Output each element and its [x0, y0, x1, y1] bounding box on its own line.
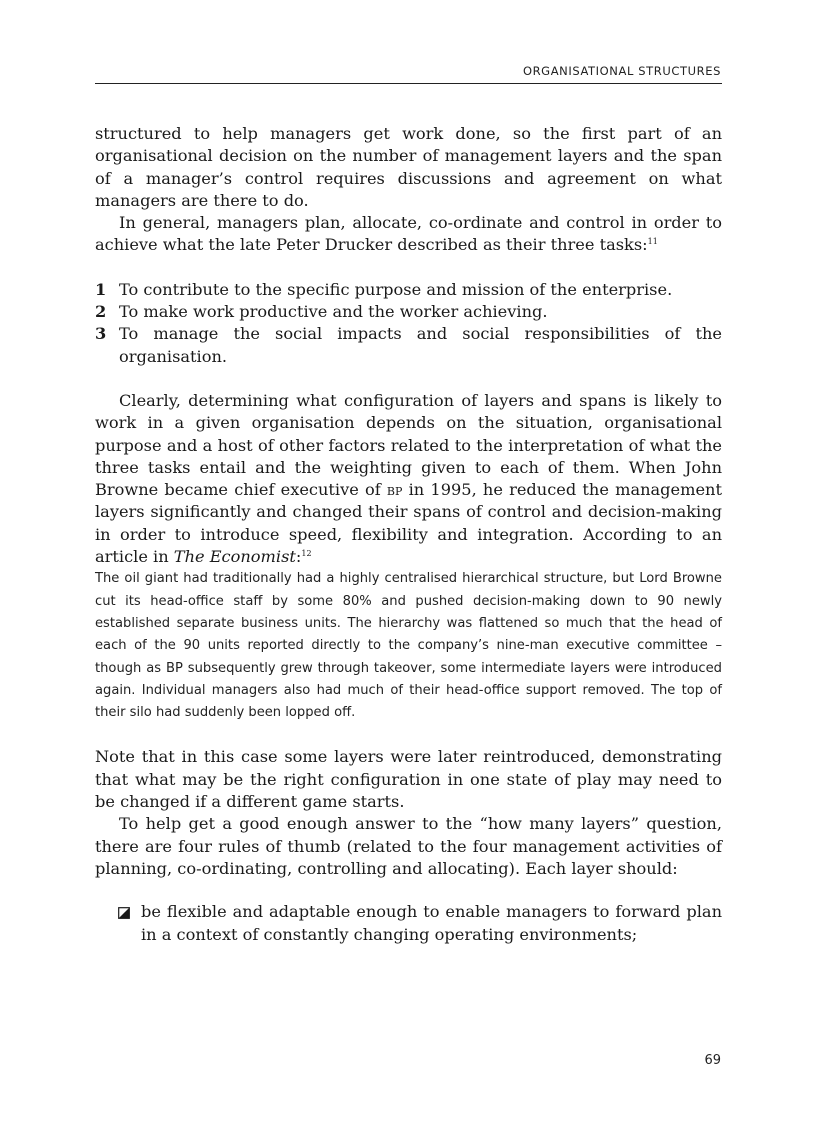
list-number: 3 [95, 324, 107, 344]
paragraph-text: In general, managers plan, allocate, co-ordinate and control in order to achieve what the late Peter Drucker described as their three tasks: [95, 213, 722, 255]
paragraph [95, 390, 722, 568]
paragraph-text: : [295, 547, 302, 567]
list-item [95, 901, 722, 946]
list-number: 2 [95, 302, 107, 322]
rules-list [95, 901, 722, 946]
list-item-text: be flexible and adaptable enough to enable managers to forward plan in a context of constantly changing operating environments; [141, 902, 722, 944]
running-head: ORGANISATIONAL STRUCTURES [522, 64, 721, 78]
company-abbrev: bp [386, 481, 403, 500]
header-rule [95, 83, 722, 84]
list-item-text: To manage the social impacts and social responsibilities of the organisation. [119, 324, 722, 366]
task-list [95, 279, 722, 368]
footnote-ref: 11 [647, 237, 658, 247]
list-item [95, 279, 722, 301]
paragraph: structured to help managers get work done, so the first part of an organisational decision on the number of management layers and the span of a manager’s control requires discussions and agreement on what managers are there to do. [95, 124, 722, 210]
paragraph-text: Clearly, determining what configuration of layers and spans is likely to work in a given organisation depends on the situation, organisational purpose and a host of other factors related to the interpretation of what the three tasks entail and the weighting given to each of them. When John Browne became chief executive of [95, 390, 722, 500]
body-text [95, 123, 722, 946]
list-number: 1 [95, 279, 107, 299]
bullet-square-icon [118, 907, 130, 919]
list-item [95, 323, 722, 368]
list-item-text: To make work productive and the worker achieving. [119, 302, 548, 322]
list-item [95, 301, 722, 323]
block-quote: The oil giant had traditionally had a highly centralised hierarchical structure, but Lord Browne cut its head-office staff by some 80% and pushed decision-making down to 90 newly established separate business units. The hierarchy was flattened so much that the head of each of the 90 units reported directly to the company’s nine-man executive committee – though as BP subsequently grew through takeover, some intermediate layers were introduced again. Individual managers also had much of their head-office support removed. The top of their silo had suddenly been lopped off. [95, 571, 722, 721]
footnote-ref: 12 [301, 549, 312, 559]
paragraph: Note that in this case some layers were later reintroduced, demonstrating that what may be the right configuration in one state of play may need to be changed if a different game starts. [95, 747, 722, 812]
paragraph: To help get a good enough answer to the “how many layers” question, there are four rules of thumb (related to the four management activities of planning, co-ordinating, controlling and allocating). Each layer should: [95, 814, 722, 878]
publication-title: The Economist [173, 547, 296, 567]
paragraph [95, 212, 722, 257]
list-item-text: To contribute to the specific purpose and mission of the enterprise. [119, 279, 673, 299]
paragraph-text: in 1995, he reduced the management layers significantly and changed their spans of control and decision-making in order to introduce speed, flexibility and integration. According to an article in [95, 480, 722, 567]
page-number: 69 [704, 1053, 721, 1068]
